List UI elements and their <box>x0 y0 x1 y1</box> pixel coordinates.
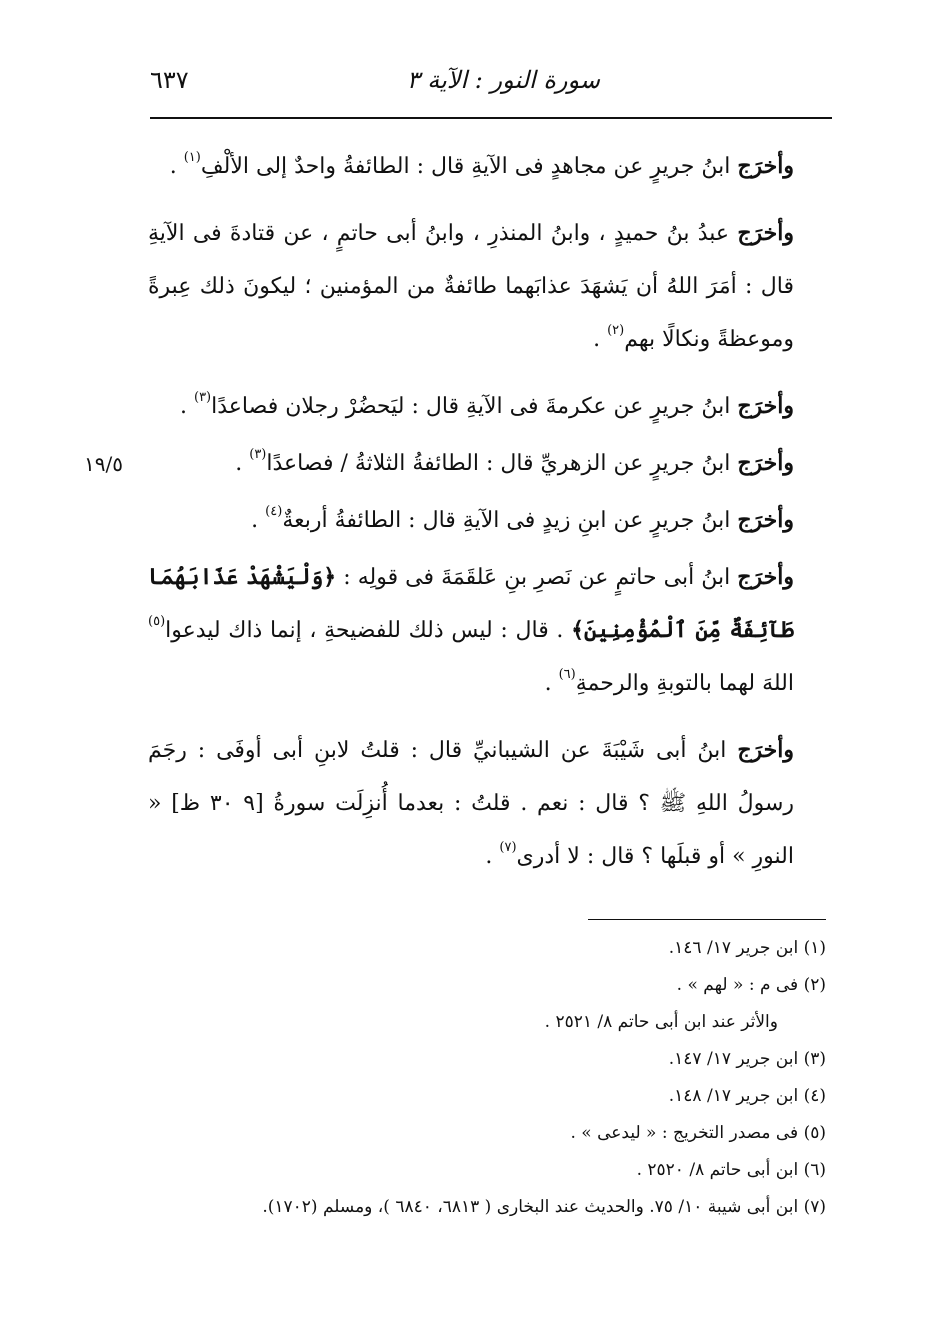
footnote-7: (٧) ابن أبى شيبة ١٠/ ٧٥. والحديث عند البخارى ( ٦٨١٣، ٦٨٤٠ )، ومسلم (١٧٠٢). <box>262 1197 826 1217</box>
paragraph-lead: وأخرَج <box>737 564 794 590</box>
paragraph-text: ابنُ جريرٍ عن عكرمةَ فى الآيةِ قال : ليَحضُرْ رجلان فصاعدًا <box>211 394 738 419</box>
paragraph-lead: وأخرَج <box>737 153 794 179</box>
paragraph-tail: . <box>179 394 194 419</box>
running-head <box>150 62 830 108</box>
paragraph-tail: . <box>235 451 250 476</box>
quran-verse: ﴿وَلْيَشْهَدْ عَذَابَهُمَا طَآئِفَةٌ مِّنَ ٱلْمُؤْمِنِينَ﴾ <box>148 564 794 643</box>
footnote-separator <box>588 919 826 920</box>
footnote-3: (٣) ابن جرير ١٧/ ١٤٧. <box>668 1049 826 1069</box>
footnote-ref[interactable]: (٦) <box>558 667 576 682</box>
paragraph-text: ابنُ أبى حاتمٍ عن نَصرِ بنِ عَلقَمَةَ فى قولِه : <box>336 565 738 590</box>
paragraph-lead: وأخرَج <box>737 450 794 476</box>
footnote-ref[interactable]: (٣) <box>193 390 212 405</box>
paragraph-lead: وأخرَج <box>737 220 794 246</box>
paragraph-7 <box>148 724 794 883</box>
manuscript-folio-marker: ١٩/٥ <box>84 452 123 476</box>
footnote-ref[interactable]: (٥) <box>148 614 166 629</box>
paragraph-lead: وأخرَج <box>737 507 794 533</box>
footnote-4: (٤) ابن جرير ١٧/ ١٤٨. <box>668 1086 826 1106</box>
footnote-1: (١) ابن جرير ١٧/ ١٤٦. <box>668 938 826 958</box>
paragraph-3 <box>148 380 794 433</box>
footnote-continuation: والأثر عند ابن أبى حاتم ٨/ ٢٥٢١ . <box>544 1012 778 1032</box>
paragraph-text: . قال : ليس ذلك للفضيحةِ ، إنما ذاك ليدعوا <box>165 618 572 643</box>
footnote-ref[interactable]: (٤) <box>265 504 283 519</box>
paragraph-text: اللهَ لهما بالتوبةِ والرحمةِ <box>575 671 794 696</box>
paragraph-6 <box>148 551 794 710</box>
paragraph-lead: وأخرَج <box>737 393 794 419</box>
paragraph-4 <box>148 437 794 490</box>
body-text <box>148 140 794 897</box>
paragraph-lead: وأخرَج <box>737 737 794 763</box>
footnote-text: (٢) فى م : « لهم » . <box>676 975 826 995</box>
paragraph-5 <box>148 494 794 547</box>
footnote-ref[interactable]: (٣) <box>249 447 267 462</box>
paragraph-tail: . <box>485 844 500 869</box>
footnotes <box>150 930 826 1226</box>
page-number: ٦٣٧ <box>150 66 189 94</box>
paragraph-text: ابنُ جريرٍ عن ابنِ زيدٍ فى الآيةِ قال : الطائفةُ أربعةٌ <box>282 508 738 533</box>
paragraph-tail: . <box>251 508 266 533</box>
footnote-ref[interactable]: (١) <box>183 150 201 165</box>
paragraph-tail: . <box>544 671 559 696</box>
running-title: سورة النور : الآية ٣ <box>406 66 600 94</box>
paragraph-2 <box>148 207 794 366</box>
paragraph-tail: . <box>169 154 184 179</box>
header-rule <box>150 117 832 119</box>
paragraph-text: ابنُ جريرٍ عن مجاهدٍ فى الآيةِ قال : الطائفةُ واحدٌ إلى الألْفِ <box>200 154 738 179</box>
footnote-ref[interactable]: (٧) <box>499 840 517 855</box>
paragraph-tail: . <box>593 327 608 352</box>
paragraph-1 <box>148 140 794 193</box>
footnote-6: (٦) ابن أبى حاتم ٨/ ٢٥٢٠ . <box>636 1160 826 1180</box>
paragraph-text: ابنُ أبى شَيْبَةَ عن الشيبانيِّ قال : قلتُ لابنِ أبى أوفَى : رجَمَ رسولُ اللهِ ﷺ ؟ قال : نعم . قلتُ : بعدما أُنزِلَت سورةُ [٩ ٣٠ ظ] « النورِ » أو قبلَها ؟ قال : لا أدرى <box>148 738 795 869</box>
footnote-ref[interactable]: (٢) <box>607 323 625 338</box>
paragraph-text: ابنُ جريرٍ عن الزهريِّ قال : الطائفةُ الثلاثةُ / فصاعدًا <box>266 451 738 476</box>
footnote-2 <box>150 967 826 1041</box>
footnote-5: (٥) فى مصدر التخريج : « ليدعى » . <box>570 1123 826 1143</box>
paragraph-text: عبدُ بنُ حميدٍ ، وابنُ المنذرِ ، وابنُ أبى حاتمٍ ، عن قتادةَ فى الآيةِ قال : أمَرَ اللهُ أن يَشهَدَ عذابَهما طائفةٌ من المؤمنين ؛ ليكونَ ذلك عِبرةً وموعظةً ونكالًا بهم <box>148 221 794 352</box>
